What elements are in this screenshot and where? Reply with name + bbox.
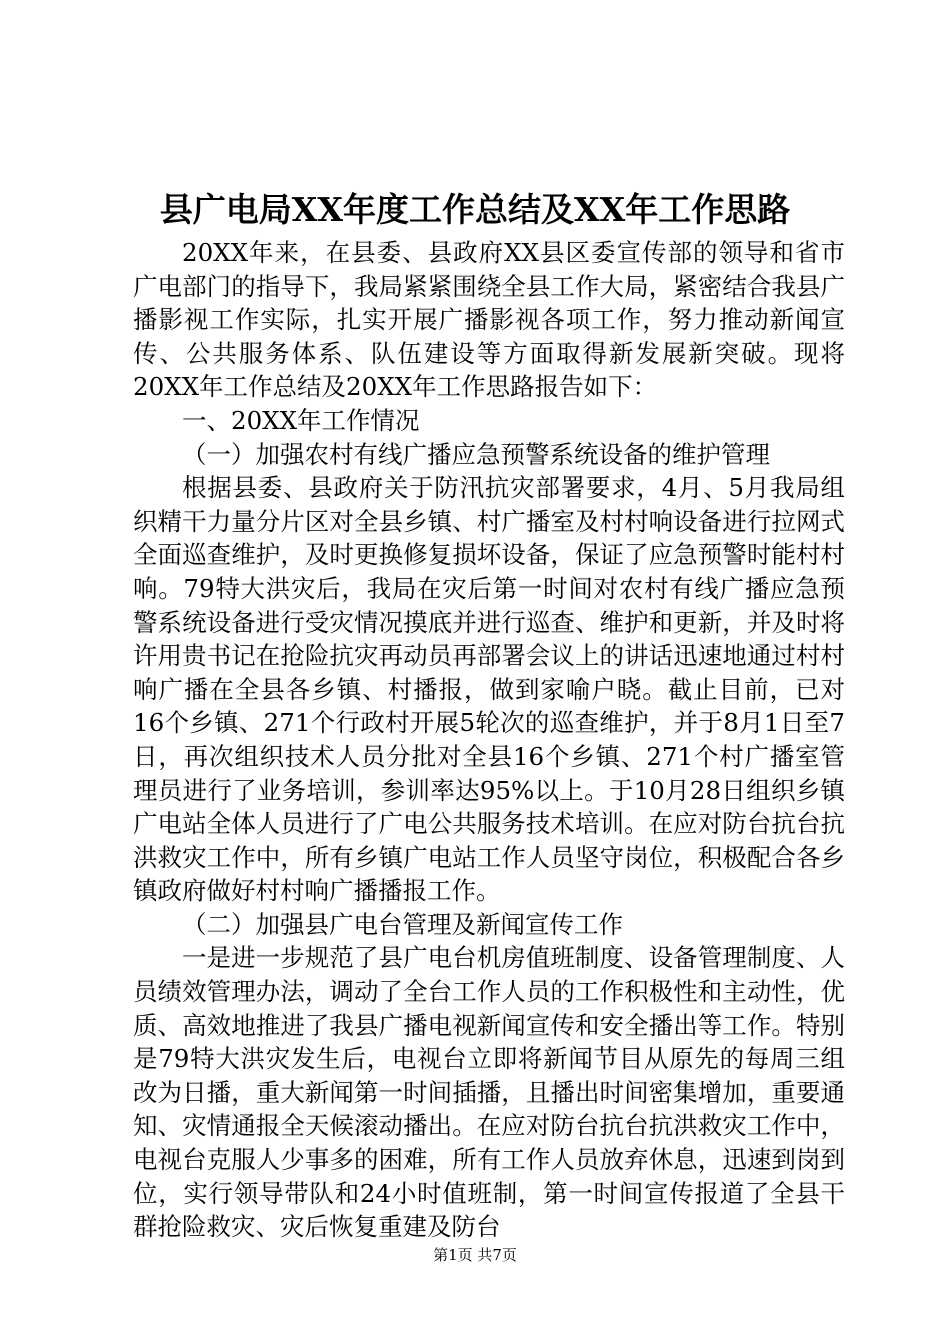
subsection-heading-1: （一）加强农村有线广播应急预警系统设备的维护管理 [182,439,770,469]
document-title: 县广电局XX年度工作总结及XX年工作思路 [159,190,791,229]
paragraph-station-management: 一是进一步规范了县广电台机房值班制度、设备管理制度、人员绩效管理办法，调动了全台工作人员的工作积极性和主动性，优质、高效地推进了我县广播电视新闻宣传和安全播出等工作。特别是79特大洪灾发生后，电视台立即将新闻节目从原先的每周三组改为日播，重大新闻第一时间插播，且播出时间密集增加，重要通知、灾情通报全天候滚动播出。在应对防台抗台抗洪救灾工作中，电视台克服人少事多的困难，所有工作人员放弃休息，迅速到岗到位，实行领导带队和24小时值班制，第一时间宣传报道了全县干群抢险救灾、灾后恢复重建及防台 [133,943,845,1242]
section-heading-1: 一、20XX年工作情况 [182,405,420,435]
subsection-heading-2: （二）加强县广电台管理及新闻宣传工作 [182,909,623,939]
paragraph-intro: 20XX年来，在县委、县政府XX县区委宣传部的领导和省市广电部门的指导下，我局紧紧围绕全县工作大局，紧密结合我县广播影视工作实际，扎实开展广播影视各项工作，努力推动新闻宣传、公共服务体系、队伍建设等方面取得新发展新突破。现将20XX年工作总结及20XX年工作思路报告如下： [133,238,845,402]
paragraph-broadcast-maintenance: 根据县委、县政府关于防汛抗灾部署要求，4月、5月我局组织精干力量分片区对全县乡镇、村广播室及村村响设备进行拉网式全面巡查维护，及时更换修复损坏设备，保证了应急预警时能村村响。79特大洪灾后，我局在灾后第一时间对农村有线广播应急预警系统设备进行受灾情况摸底并进行巡查、维护和更新，并及时将许用贵书记在抢险抗灾再动员再部署会议上的讲话迅速地通过村村响广播在全县各乡镇、村播报，做到家喻户晓。截止目前，已对16个乡镇、271个行政村开展5轮次的巡查维护，并于8月1日至7日，再次组织技术人员分批对全县16个乡镇、271个村广播室管理员进行了业务培训，参训率达95%以上。于10月28日组织乡镇广电站全体人员进行了广电公共服务技术培训。在应对防台抗台抗洪救灾工作中，所有乡镇广电站工作人员坚守岗位，积极配合各乡镇政府做好村村响广播播报工作。 [133,473,845,906]
page-number: 第1页 共7页 [433,1246,517,1264]
document-body [133,236,845,1244]
